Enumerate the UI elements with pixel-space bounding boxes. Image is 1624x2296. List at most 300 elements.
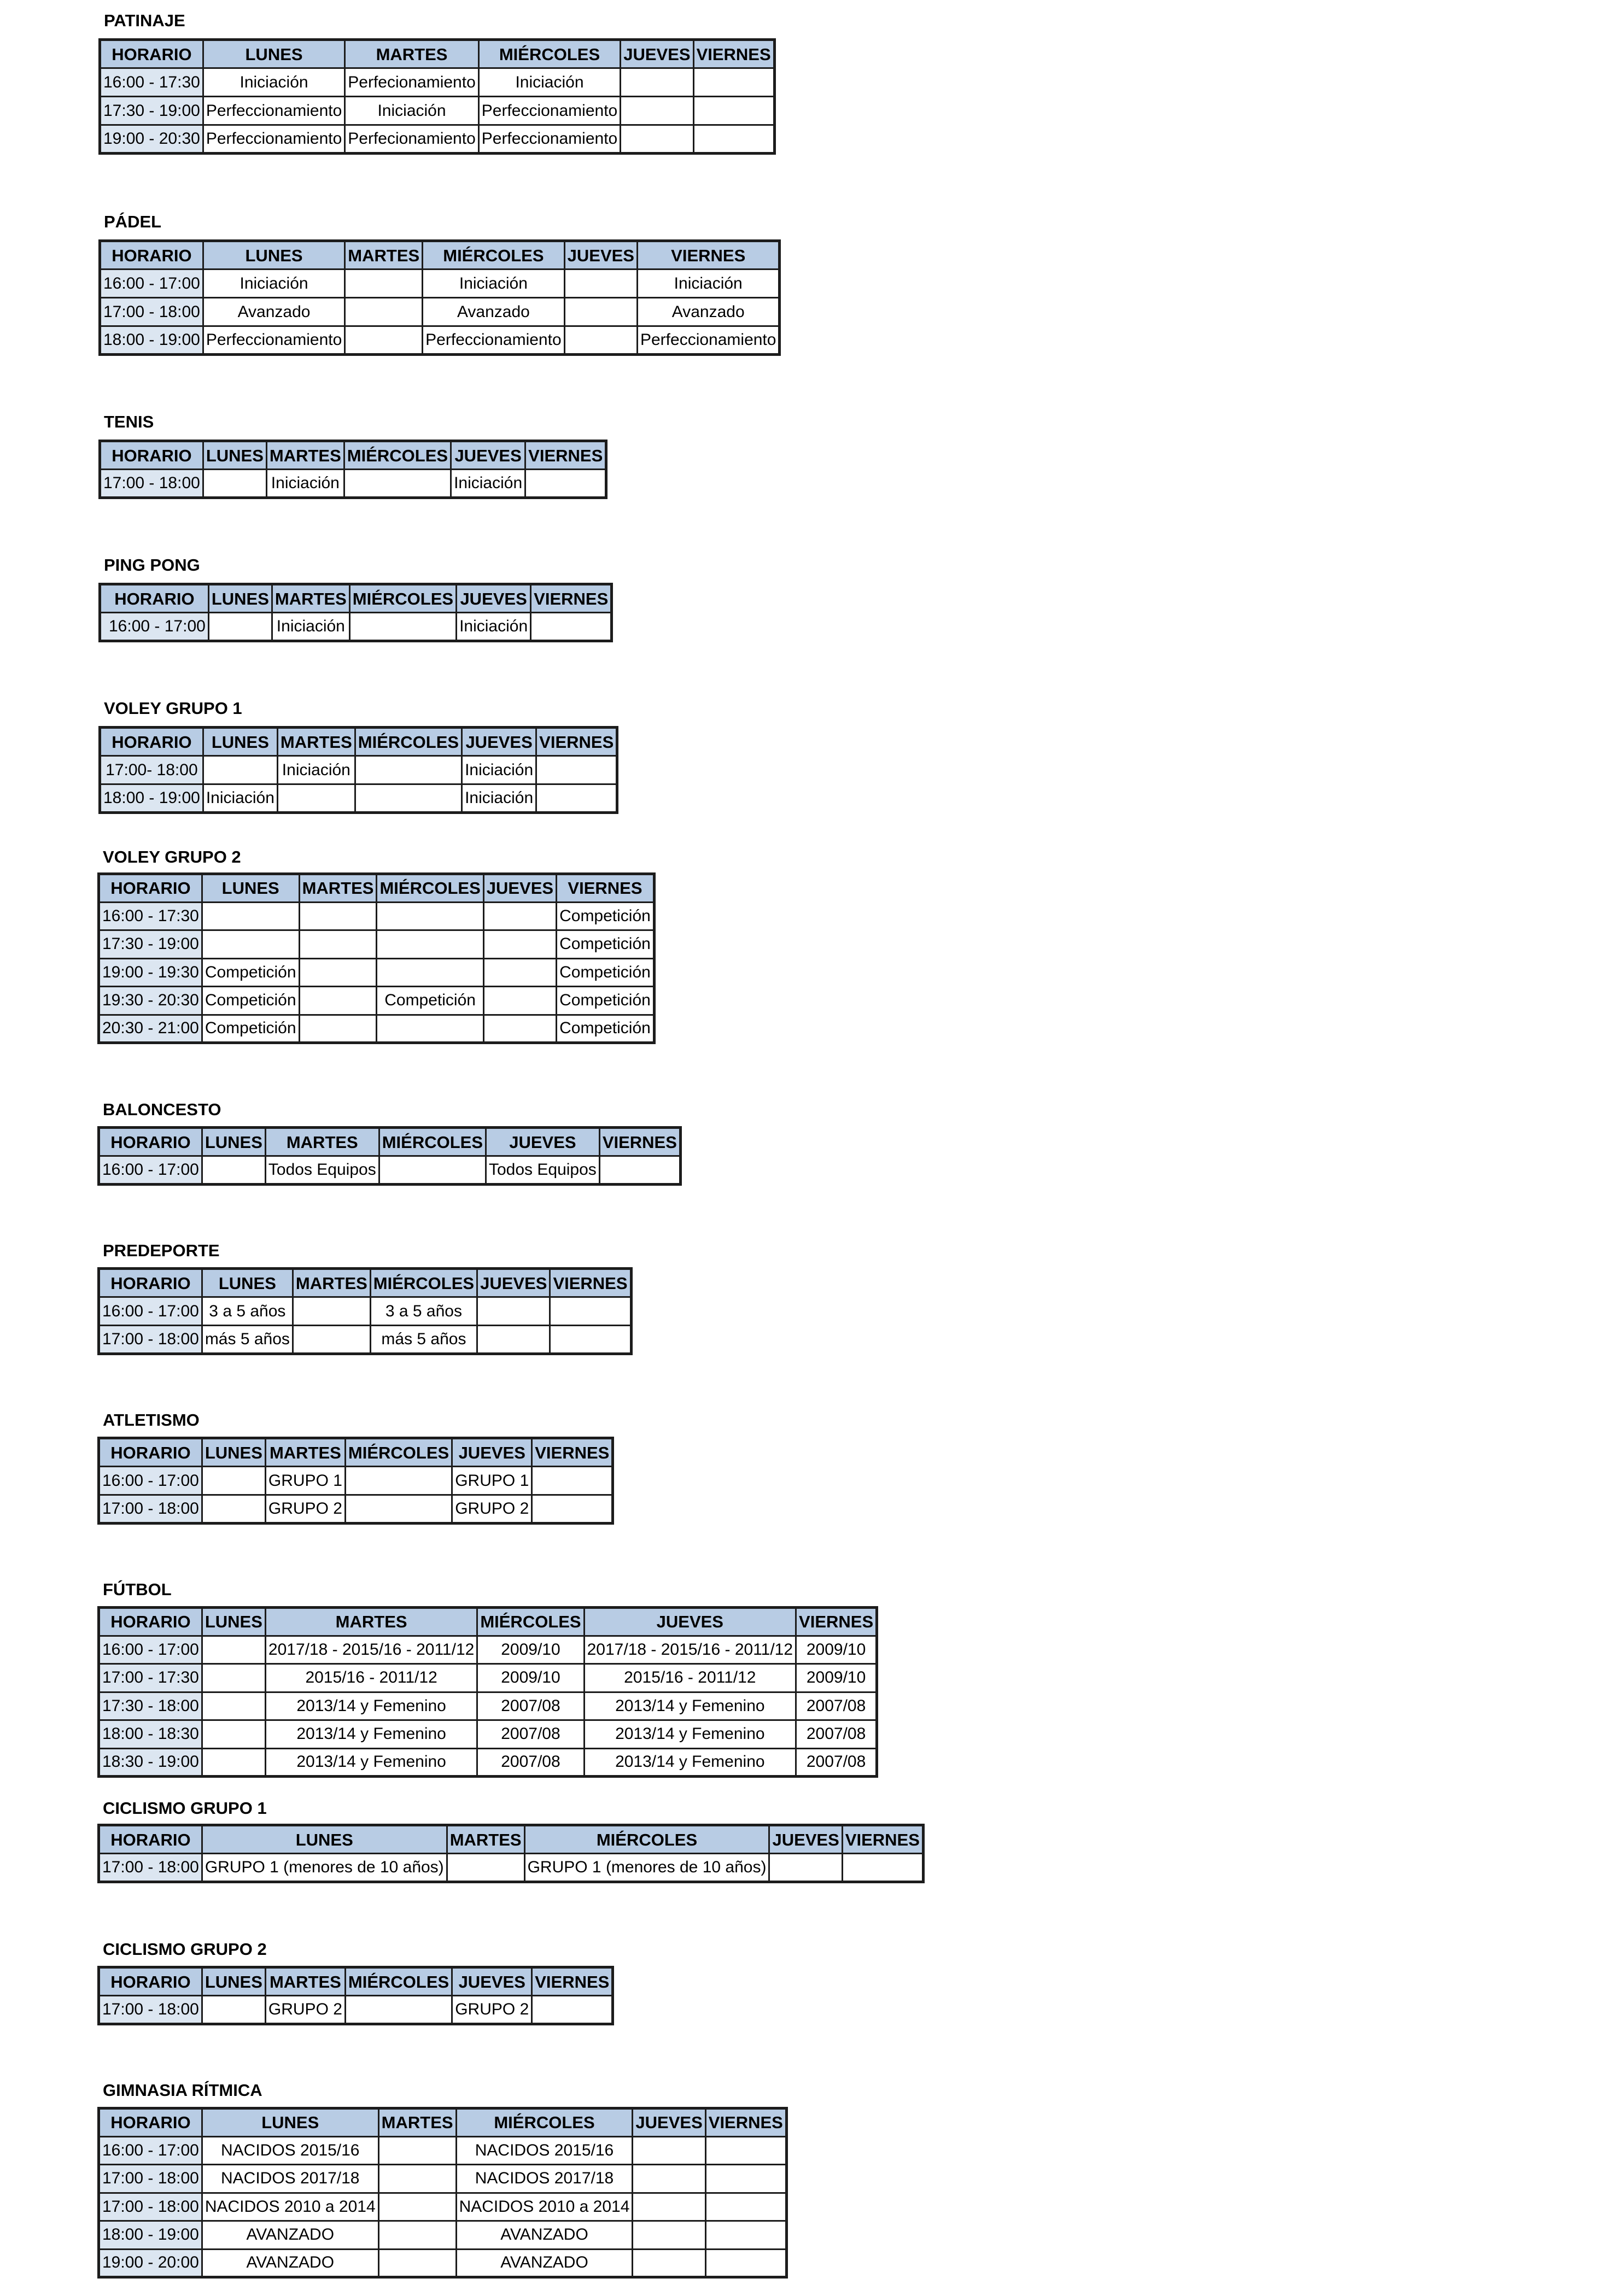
martes-cell: Todos Equipos [265, 1156, 379, 1185]
time-slot-cell: 17:00 - 18:00 [99, 1854, 202, 1882]
jueves-cell [621, 97, 693, 125]
schedule-table-padel [98, 239, 781, 356]
header-viernes: VIERNES [796, 1608, 877, 1636]
header-viernes: VIERNES [557, 874, 655, 903]
header-row [99, 1608, 877, 1636]
miercoles-cell: Perfeccionamiento [478, 97, 620, 125]
table-row [99, 1495, 613, 1524]
jueves-cell [633, 2249, 705, 2277]
header-miercoles: MIÉRCOLES [379, 1128, 486, 1156]
table-row [100, 270, 780, 298]
table-row [99, 1297, 632, 1326]
time-slot-cell: 16:00 - 17:00 [100, 613, 209, 641]
lunes-cell: GRUPO 1 (menores de 10 años) [202, 1854, 447, 1882]
header-horario: HORARIO [100, 40, 203, 68]
header-viernes: VIERNES [532, 1967, 613, 1996]
schedule-table-gimnasia-ritmica [97, 2107, 788, 2279]
jueves-cell: 2013/14 y Femenino [584, 1748, 796, 1777]
time-slot-cell: 17:00- 18:00 [100, 756, 203, 784]
martes-cell: GRUPO 1 [265, 1467, 345, 1495]
lunes-cell [202, 1692, 265, 1720]
header-martes: MARTES [265, 1438, 345, 1467]
viernes-cell [693, 125, 774, 154]
section-title: PÁDEL [104, 212, 162, 231]
header-jueves: JUEVES [486, 1128, 600, 1156]
martes-cell [378, 2221, 456, 2250]
martes-cell [345, 298, 423, 326]
header-miercoles: MIÉRCOLES [478, 40, 620, 68]
martes-cell: GRUPO 2 [265, 1996, 345, 2024]
header-jueves: JUEVES [451, 441, 525, 470]
jueves-cell: Iniciación [462, 784, 536, 813]
header-miercoles: MIÉRCOLES [344, 441, 451, 470]
header-miercoles: MIÉRCOLES [477, 1608, 584, 1636]
header-viernes: VIERNES [693, 40, 774, 68]
table-row [100, 613, 612, 641]
header-miercoles: MIÉRCOLES [370, 1269, 477, 1297]
jueves-cell [483, 987, 556, 1015]
header-horario: HORARIO [99, 874, 202, 903]
viernes-cell [705, 2249, 786, 2277]
header-horario: HORARIO [99, 1608, 202, 1636]
table-row [99, 1720, 877, 1749]
miercoles-cell [377, 902, 483, 930]
table-row [99, 902, 655, 930]
miercoles-cell [345, 1467, 452, 1495]
table-row [99, 930, 655, 959]
martes-cell [447, 1854, 524, 1882]
viernes-cell [693, 97, 774, 125]
miercoles-cell: Perfeccionamiento [423, 326, 564, 355]
miercoles-cell: Iniciación [423, 270, 564, 298]
header-lunes: LUNES [202, 1269, 293, 1297]
viernes-cell: Competición [557, 930, 655, 959]
miercoles-cell: 2009/10 [477, 1664, 584, 1692]
lunes-cell: Competición [202, 958, 299, 987]
header-jueves: JUEVES [452, 1438, 532, 1467]
martes-cell [299, 958, 377, 987]
jueves-cell: Iniciación [451, 470, 525, 498]
martes-cell [293, 1326, 370, 1354]
section-title: VOLEY GRUPO 2 [103, 847, 241, 866]
lunes-cell: Avanzado [203, 298, 344, 326]
time-slot-cell: 16:00 - 17:00 [99, 1156, 202, 1185]
header-horario: HORARIO [99, 2108, 202, 2137]
header-jueves: JUEVES [457, 584, 531, 613]
header-lunes: LUNES [202, 1967, 265, 1996]
time-slot-cell: 18:00 - 19:00 [100, 326, 203, 355]
header-miercoles: MIÉRCOLES [456, 2108, 633, 2137]
schedule-table-futbol [97, 1606, 878, 1778]
time-slot-cell: 18:30 - 19:00 [99, 1748, 202, 1777]
miercoles-cell [379, 1156, 486, 1185]
viernes-cell: 2009/10 [796, 1636, 877, 1664]
martes-cell [277, 784, 355, 813]
lunes-cell [202, 1720, 265, 1749]
miercoles-cell [344, 470, 451, 498]
header-lunes: LUNES [203, 40, 344, 68]
table-row [99, 1156, 681, 1185]
header-horario: HORARIO [100, 441, 203, 470]
miercoles-cell: Iniciación [478, 68, 620, 97]
lunes-cell [208, 613, 272, 641]
time-slot-cell: 16:00 - 17:30 [99, 902, 202, 930]
lunes-cell [202, 1664, 265, 1692]
martes-cell [293, 1297, 370, 1326]
table-row [99, 1854, 924, 1882]
martes-cell: Perfecionamiento [345, 125, 478, 154]
header-viernes: VIERNES [525, 441, 606, 470]
table-row [100, 298, 780, 326]
header-row [100, 241, 780, 270]
header-horario: HORARIO [99, 1128, 202, 1156]
lunes-cell: NACIDOS 2010 a 2014 [202, 2193, 378, 2221]
header-lunes: LUNES [202, 1128, 265, 1156]
time-slot-cell: 16:00 - 17:30 [100, 68, 203, 97]
lunes-cell: AVANZADO [202, 2249, 378, 2277]
table-row [100, 784, 617, 813]
header-miercoles: MIÉRCOLES [423, 241, 564, 270]
table-row [100, 326, 780, 355]
viernes-cell: 2007/08 [796, 1692, 877, 1720]
martes-cell: Iniciación [277, 756, 355, 784]
header-row [100, 40, 775, 68]
martes-cell [378, 2249, 456, 2277]
lunes-cell [202, 1996, 265, 2024]
section-title: CICLISMO GRUPO 1 [103, 1799, 267, 1818]
header-viernes: VIERNES [842, 1825, 923, 1854]
miercoles-cell: más 5 años [370, 1326, 477, 1354]
lunes-cell: AVANZADO [202, 2221, 378, 2250]
header-horario: HORARIO [99, 1438, 202, 1467]
schedule-table-atletismo [97, 1437, 614, 1525]
martes-cell: 2013/14 y Femenino [265, 1748, 477, 1777]
miercoles-cell: 3 a 5 años [370, 1297, 477, 1326]
viernes-cell [705, 2165, 786, 2193]
header-lunes: LUNES [208, 584, 272, 613]
lunes-cell: Iniciación [203, 784, 277, 813]
table-row [100, 756, 617, 784]
miercoles-cell [355, 756, 462, 784]
lunes-cell [202, 902, 299, 930]
header-horario: HORARIO [100, 241, 203, 270]
martes-cell [299, 987, 377, 1015]
lunes-cell [202, 930, 299, 959]
header-martes: MARTES [265, 1967, 345, 1996]
schedule-table-predeporte [97, 1267, 633, 1355]
viernes-cell: Competición [557, 1015, 655, 1043]
viernes-cell [705, 2136, 786, 2165]
table-row [99, 2193, 787, 2221]
header-lunes: LUNES [202, 1608, 265, 1636]
viernes-cell: Perfeccionamiento [637, 326, 779, 355]
martes-cell [378, 2193, 456, 2221]
jueves-cell [633, 2165, 705, 2193]
header-martes: MARTES [266, 441, 344, 470]
header-horario: HORARIO [99, 1967, 202, 1996]
table-row [99, 1748, 877, 1777]
viernes-cell [550, 1326, 631, 1354]
section-title: CICLISMO GRUPO 2 [103, 1940, 267, 1959]
jueves-cell [483, 902, 556, 930]
miercoles-cell: NACIDOS 2015/16 [456, 2136, 633, 2165]
header-jueves: JUEVES [452, 1967, 532, 1996]
section-title: BALONCESTO [103, 1100, 221, 1119]
jueves-cell [564, 298, 637, 326]
time-slot-cell: 18:00 - 18:30 [99, 1720, 202, 1749]
time-slot-cell: 17:00 - 18:00 [99, 2193, 202, 2221]
table-row [99, 2221, 787, 2250]
miercoles-cell: Avanzado [423, 298, 564, 326]
header-martes: MARTES [277, 728, 355, 756]
jueves-cell [633, 2221, 705, 2250]
martes-cell [299, 930, 377, 959]
header-martes: MARTES [265, 1608, 477, 1636]
header-lunes: LUNES [203, 441, 266, 470]
header-miercoles: MIÉRCOLES [349, 584, 456, 613]
jueves-cell: Todos Equipos [486, 1156, 600, 1185]
jueves-cell [483, 958, 556, 987]
header-jueves: JUEVES [621, 40, 693, 68]
schedule-table-voley-grupo-2 [97, 872, 656, 1044]
viernes-cell [693, 68, 774, 97]
martes-cell: 2013/14 y Femenino [265, 1692, 477, 1720]
header-lunes: LUNES [202, 874, 299, 903]
jueves-cell: Iniciación [462, 756, 536, 784]
miercoles-cell [355, 784, 462, 813]
header-martes: MARTES [345, 40, 478, 68]
header-martes: MARTES [447, 1825, 524, 1854]
jueves-cell: 2017/18 - 2015/16 - 2011/12 [584, 1636, 796, 1664]
header-viernes: VIERNES [705, 2108, 786, 2137]
header-jueves: JUEVES [633, 2108, 705, 2137]
jueves-cell: Iniciación [457, 613, 531, 641]
header-jueves: JUEVES [564, 241, 637, 270]
header-jueves: JUEVES [584, 1608, 796, 1636]
table-row [100, 125, 775, 154]
header-lunes: LUNES [202, 2108, 378, 2137]
table-row [99, 1467, 613, 1495]
header-row [100, 584, 612, 613]
header-row [100, 441, 606, 470]
miercoles-cell: Perfeccionamiento [478, 125, 620, 154]
viernes-cell: Competición [557, 958, 655, 987]
time-slot-cell: 17:30 - 19:00 [100, 97, 203, 125]
lunes-cell: Perfeccionamiento [203, 97, 344, 125]
schedule-table-ping-pong [98, 583, 613, 642]
time-slot-cell: 17:00 - 18:00 [99, 1495, 202, 1524]
header-lunes: LUNES [202, 1438, 265, 1467]
viernes-cell [536, 756, 617, 784]
martes-cell: Iniciación [345, 97, 478, 125]
header-row [99, 1967, 613, 1996]
schedule-table-tenis [98, 440, 607, 499]
time-slot-cell: 19:00 - 20:30 [100, 125, 203, 154]
section-title: PING PONG [104, 555, 200, 575]
header-martes: MARTES [265, 1128, 379, 1156]
lunes-cell: NACIDOS 2017/18 [202, 2165, 378, 2193]
viernes-cell [536, 784, 617, 813]
section-title: PATINAJE [104, 11, 185, 30]
jueves-cell [621, 68, 693, 97]
jueves-cell [483, 1015, 556, 1043]
jueves-cell [477, 1297, 550, 1326]
header-viernes: VIERNES [599, 1128, 680, 1156]
lunes-cell [202, 1748, 265, 1777]
martes-cell [345, 326, 423, 355]
lunes-cell [202, 1467, 265, 1495]
miercoles-cell [377, 1015, 483, 1043]
header-martes: MARTES [378, 2108, 456, 2137]
time-slot-cell: 18:00 - 19:00 [99, 2221, 202, 2250]
table-row [99, 1996, 613, 2024]
lunes-cell [202, 1495, 265, 1524]
header-horario: HORARIO [100, 728, 203, 756]
viernes-cell: Iniciación [637, 270, 779, 298]
time-slot-cell: 16:00 - 17:00 [99, 1297, 202, 1326]
time-slot-cell: 16:00 - 17:00 [99, 2136, 202, 2165]
viernes-cell [705, 2221, 786, 2250]
header-miercoles: MIÉRCOLES [524, 1825, 769, 1854]
schedule-table-patinaje [98, 38, 776, 155]
table-row [99, 958, 655, 987]
jueves-cell: 2013/14 y Femenino [584, 1692, 796, 1720]
martes-cell [345, 270, 423, 298]
header-miercoles: MIÉRCOLES [345, 1967, 452, 1996]
martes-cell: 2015/16 - 2011/12 [265, 1664, 477, 1692]
miercoles-cell: GRUPO 1 (menores de 10 años) [524, 1854, 769, 1882]
schedule-table-ciclismo-grupo-1 [97, 1824, 925, 1883]
viernes-cell: 2007/08 [796, 1720, 877, 1749]
time-slot-cell: 17:00 - 18:00 [99, 1326, 202, 1354]
martes-cell [378, 2165, 456, 2193]
header-horario: HORARIO [100, 584, 209, 613]
lunes-cell: Iniciación [203, 270, 344, 298]
martes-cell: Iniciación [272, 613, 349, 641]
viernes-cell [842, 1854, 923, 1882]
lunes-cell: NACIDOS 2015/16 [202, 2136, 378, 2165]
header-row [99, 1438, 613, 1467]
lunes-cell [202, 1156, 265, 1185]
time-slot-cell: 16:00 - 17:00 [99, 1636, 202, 1664]
viernes-cell [599, 1156, 680, 1185]
jueves-cell: GRUPO 2 [452, 1996, 532, 2024]
section-title: FÚTBOL [103, 1580, 172, 1599]
header-row [99, 1269, 632, 1297]
header-viernes: VIERNES [637, 241, 779, 270]
header-viernes: VIERNES [550, 1269, 631, 1297]
time-slot-cell: 17:00 - 18:00 [99, 1996, 202, 2024]
time-slot-cell: 19:30 - 20:30 [99, 987, 202, 1015]
miercoles-cell: NACIDOS 2010 a 2014 [456, 2193, 633, 2221]
table-row [99, 1636, 877, 1664]
schedule-table-voley-grupo-1 [98, 726, 618, 814]
time-slot-cell: 17:30 - 18:00 [99, 1692, 202, 1720]
header-jueves: JUEVES [477, 1269, 550, 1297]
viernes-cell [550, 1297, 631, 1326]
jueves-cell [564, 270, 637, 298]
viernes-cell [532, 1495, 613, 1524]
martes-cell [299, 1015, 377, 1043]
miercoles-cell: 2009/10 [477, 1636, 584, 1664]
header-miercoles: MIÉRCOLES [345, 1438, 452, 1467]
viernes-cell: Avanzado [637, 298, 779, 326]
viernes-cell: 2007/08 [796, 1748, 877, 1777]
header-lunes: LUNES [203, 728, 277, 756]
miercoles-cell: AVANZADO [456, 2221, 633, 2250]
miercoles-cell [345, 1495, 452, 1524]
lunes-cell: más 5 años [202, 1326, 293, 1354]
header-jueves: JUEVES [483, 874, 556, 903]
section-title: ATLETISMO [103, 1410, 200, 1430]
viernes-cell [532, 1467, 613, 1495]
table-row [99, 987, 655, 1015]
header-row [99, 1128, 681, 1156]
viernes-cell: 2009/10 [796, 1664, 877, 1692]
lunes-cell: Competición [202, 1015, 299, 1043]
header-martes: MARTES [272, 584, 349, 613]
jueves-cell: 2013/14 y Femenino [584, 1720, 796, 1749]
table-row [99, 1015, 655, 1043]
table-row [100, 68, 775, 97]
jueves-cell [769, 1854, 842, 1882]
table-row [99, 1326, 632, 1354]
header-viernes: VIERNES [536, 728, 617, 756]
time-slot-cell: 16:00 - 17:00 [99, 1467, 202, 1495]
section-title: VOLEY GRUPO 1 [104, 699, 242, 718]
table-row [99, 1692, 877, 1720]
jueves-cell: GRUPO 2 [452, 1495, 532, 1524]
section-title: TENIS [104, 412, 154, 431]
martes-cell: Perfecionamiento [345, 68, 478, 97]
martes-cell: GRUPO 2 [265, 1495, 345, 1524]
header-row [99, 1825, 924, 1854]
lunes-cell: Iniciación [203, 68, 344, 97]
table-row [100, 97, 775, 125]
table-row [99, 2165, 787, 2193]
miercoles-cell: Competición [377, 987, 483, 1015]
viernes-cell [525, 470, 606, 498]
header-martes: MARTES [293, 1269, 370, 1297]
header-miercoles: MIÉRCOLES [355, 728, 462, 756]
table-row [99, 2136, 787, 2165]
header-row [99, 874, 655, 903]
jueves-cell: GRUPO 1 [452, 1467, 532, 1495]
miercoles-cell: 2007/08 [477, 1692, 584, 1720]
martes-cell: Iniciación [266, 470, 344, 498]
header-martes: MARTES [345, 241, 423, 270]
jueves-cell: 2015/16 - 2011/12 [584, 1664, 796, 1692]
jueves-cell [633, 2193, 705, 2221]
miercoles-cell: NACIDOS 2017/18 [456, 2165, 633, 2193]
header-jueves: JUEVES [769, 1825, 842, 1854]
header-lunes: LUNES [203, 241, 344, 270]
martes-cell: 2017/18 - 2015/16 - 2011/12 [265, 1636, 477, 1664]
header-jueves: JUEVES [462, 728, 536, 756]
table-row [99, 2249, 787, 2277]
jueves-cell [621, 125, 693, 154]
lunes-cell [203, 756, 277, 784]
time-slot-cell: 17:00 - 17:30 [99, 1664, 202, 1692]
miercoles-cell: 2007/08 [477, 1720, 584, 1749]
jueves-cell [483, 930, 556, 959]
time-slot-cell: 17:00 - 18:00 [100, 470, 203, 498]
jueves-cell [564, 326, 637, 355]
miercoles-cell [349, 613, 456, 641]
lunes-cell [203, 470, 266, 498]
header-row [100, 728, 617, 756]
header-lunes: LUNES [202, 1825, 447, 1854]
